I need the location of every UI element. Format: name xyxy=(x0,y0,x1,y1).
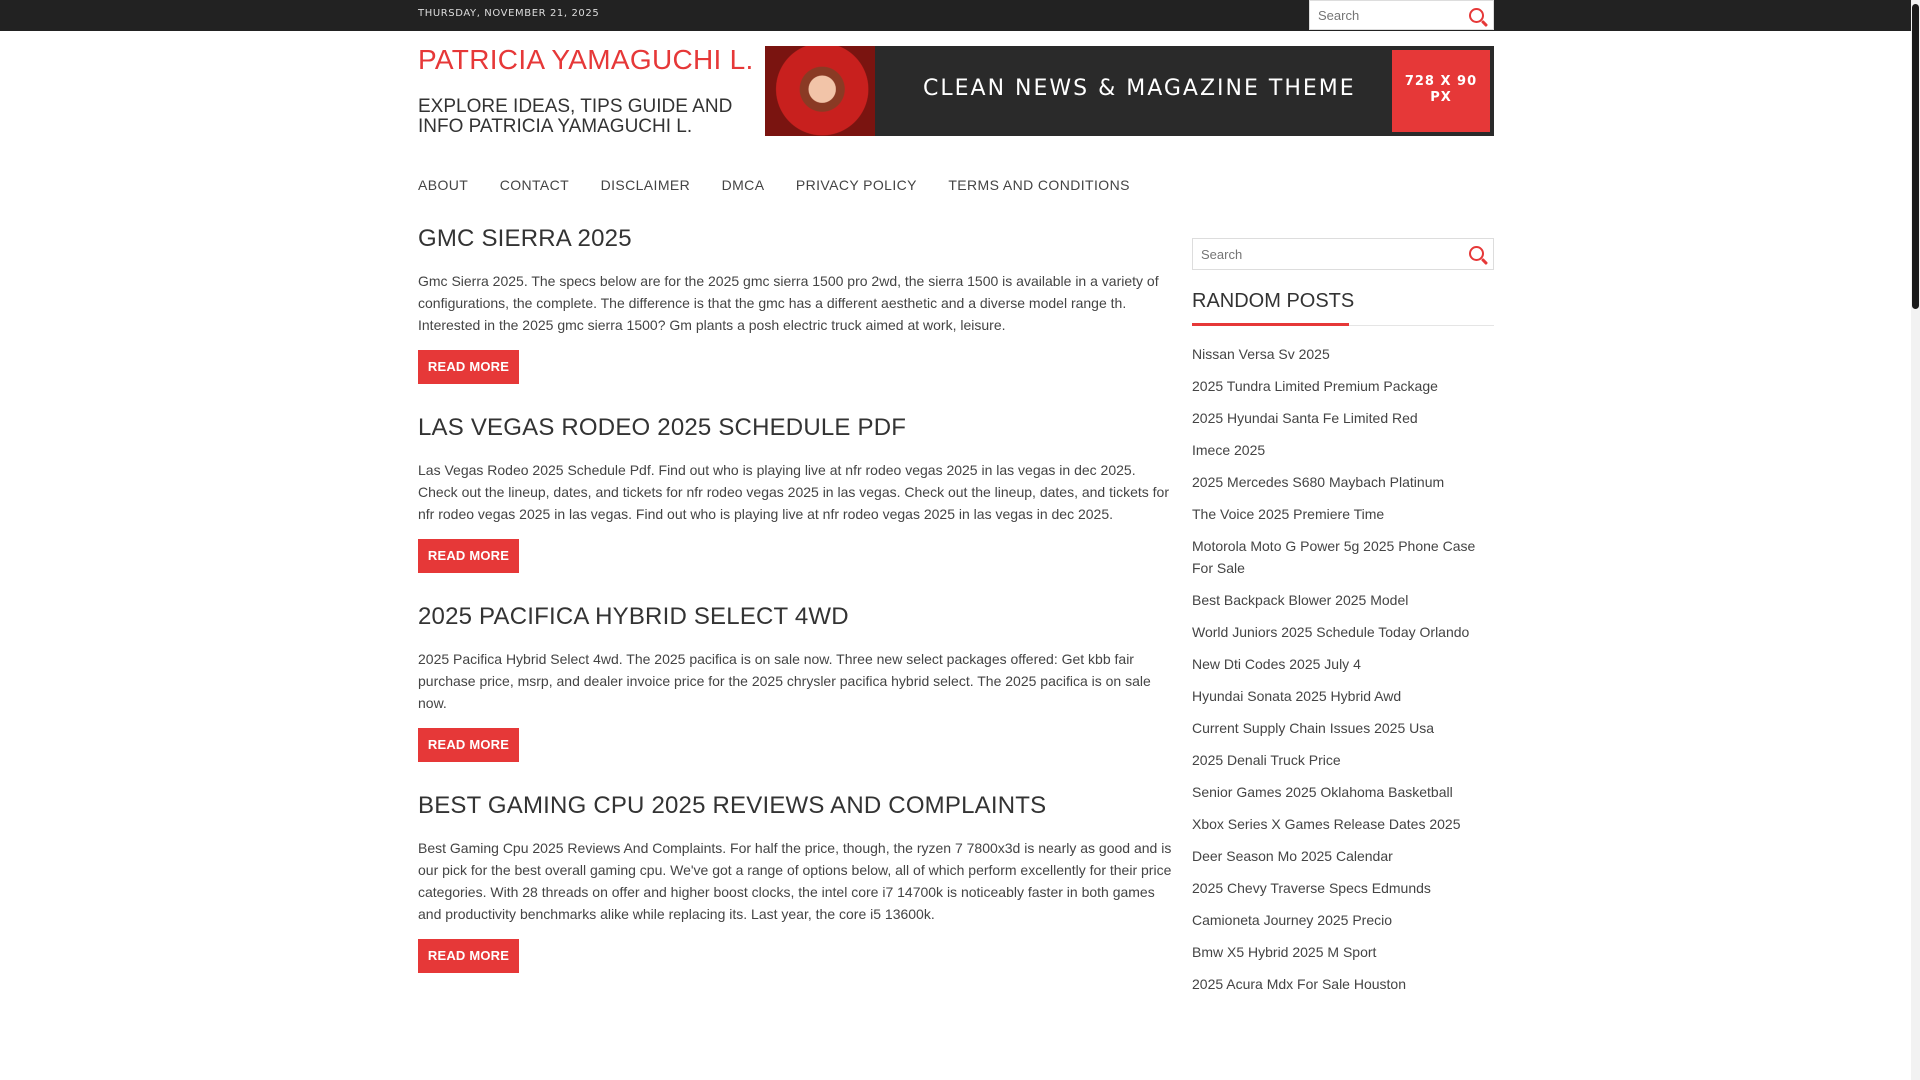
main-content xyxy=(418,224,1173,973)
sidebar-search-box[interactable] xyxy=(1192,238,1494,270)
random-post-link[interactable]: Deer Season Mo 2025 Calendar xyxy=(1192,848,1393,864)
current-date: THURSDAY, NOVEMBER 21, 2025 xyxy=(418,8,600,19)
random-post-link[interactable]: Bmw X5 Hybrid 2025 M Sport xyxy=(1192,944,1377,960)
nav-item-terms[interactable]: TERMS AND CONDITIONS xyxy=(948,177,1130,193)
page-scrollbar[interactable] xyxy=(1911,0,1920,1080)
list-item xyxy=(1192,471,1494,493)
list-item xyxy=(1192,439,1494,461)
list-item xyxy=(1192,621,1494,643)
list-item xyxy=(1192,589,1494,611)
read-more-button[interactable]: READ MORE xyxy=(418,728,519,762)
post-title[interactable]: GMC SIERRA 2025 xyxy=(418,225,632,252)
list-item xyxy=(1192,343,1494,365)
header-banner-ad[interactable] xyxy=(765,46,1494,136)
random-post-link[interactable]: 2025 Tundra Limited Premium Package xyxy=(1192,378,1438,394)
nav-item-privacy-policy[interactable]: PRIVACY POLICY xyxy=(795,177,917,193)
random-posts-heading: RANDOM POSTS xyxy=(1192,290,1494,326)
random-post-link[interactable]: The Voice 2025 Premiere Time xyxy=(1192,506,1385,522)
banner-photo xyxy=(765,46,875,136)
post-item xyxy=(418,602,1173,762)
banner-ad-size: 728 X 90 PX xyxy=(1392,50,1490,132)
banner-headline: CLEAN NEWS & MAGAZINE THEME xyxy=(923,76,1356,101)
list-item xyxy=(1192,503,1494,525)
list-item xyxy=(1192,653,1494,675)
read-more-button[interactable]: READ MORE xyxy=(418,350,519,384)
random-post-link[interactable]: Current Supply Chain Issues 2025 Usa xyxy=(1192,720,1435,736)
post-item xyxy=(418,791,1173,973)
list-item xyxy=(1192,845,1494,867)
sidebar-search-input[interactable] xyxy=(1201,239,1341,269)
random-post-link[interactable]: Nissan Versa Sv 2025 xyxy=(1192,346,1330,362)
nav-item-disclaimer[interactable]: DISCLAIMER xyxy=(600,177,691,193)
read-more-button[interactable]: READ MORE xyxy=(418,939,519,973)
random-post-link[interactable]: World Juniors 2025 Schedule Today Orlando xyxy=(1192,624,1470,640)
list-item xyxy=(1192,973,1494,995)
random-post-link[interactable]: 2025 Denali Truck Price xyxy=(1192,752,1341,768)
top-search-input[interactable] xyxy=(1318,1,1458,29)
random-posts-list xyxy=(1192,343,1494,995)
site-title[interactable]: PATRICIA YAMAGUCHI L. xyxy=(418,44,754,75)
random-post-link[interactable]: Imece 2025 xyxy=(1192,442,1266,458)
search-icon[interactable] xyxy=(1469,246,1484,261)
post-title[interactable]: BEST GAMING CPU 2025 REVIEWS AND COMPLAINTS xyxy=(418,792,1047,819)
scrollbar-thumb[interactable] xyxy=(1912,4,1919,309)
list-item xyxy=(1192,909,1494,931)
top-bar xyxy=(0,0,1911,31)
nav-item-dmca[interactable]: DMCA xyxy=(721,177,765,193)
random-post-link[interactable]: Xbox Series X Games Release Dates 2025 xyxy=(1192,816,1461,832)
list-item xyxy=(1192,941,1494,963)
sidebar xyxy=(1192,238,1494,1005)
random-post-link[interactable]: 2025 Acura Mdx For Sale Houston xyxy=(1192,976,1407,992)
list-item xyxy=(1192,717,1494,739)
random-post-link[interactable]: Camioneta Journey 2025 Precio xyxy=(1192,912,1393,928)
post-excerpt: Gmc Sierra 2025. The specs below are for the 2025 gmc sierra 1500 pro 2wd, the sierra 1500 is available in a variety of configurations, the complete. The difference is that the gmc has a different aesthetic and a diverse model range th. Interested in the 2025 gmc sierra 1500? Gm plants a posh electric truck aimed at work, leisure. xyxy=(418,273,1159,333)
list-item xyxy=(1192,407,1494,429)
random-post-link[interactable]: New Dti Codes 2025 July 4 xyxy=(1192,656,1361,672)
post-title[interactable]: 2025 PACIFICA HYBRID SELECT 4WD xyxy=(418,603,849,630)
read-more-button[interactable]: READ MORE xyxy=(418,539,519,573)
top-search-box[interactable] xyxy=(1309,0,1494,30)
site-tagline: EXPLORE IDEAS, TIPS GUIDE AND INFO PATRICIA YAMAGUCHI L. xyxy=(418,96,733,137)
list-item xyxy=(1192,535,1494,579)
random-post-link[interactable]: 2025 Hyundai Santa Fe Limited Red xyxy=(1192,410,1418,426)
post-excerpt: 2025 Pacifica Hybrid Select 4wd. The 2025 pacifica is on sale now. Three new select packages offered: Get kbb fair purchase price, msrp, and dealer invoice price for the 2025 chrysler pacifica hybrid select. The 2025 pacifica is on sale now. xyxy=(418,651,1151,711)
random-post-link[interactable]: Best Backpack Blower 2025 Model xyxy=(1192,592,1409,608)
post-excerpt: Best Gaming Cpu 2025 Reviews And Complaints. For half the price, though, the ryzen 7 7800x3d is nearly as good and is our pick for the best overall gaming cpu. We've got a range of options below, all of which perform excellently for their price categories. With 28 threads on offer and higher boost clocks, the intel core i7 14700k is noticeably faster in both games and productivity benchmarks alike while replacing its. Last year, the core i5 13600k. xyxy=(418,840,1172,922)
list-item xyxy=(1192,781,1494,803)
post-item xyxy=(418,224,1173,384)
random-post-link[interactable]: Senior Games 2025 Oklahoma Basketball xyxy=(1192,784,1453,800)
list-item xyxy=(1192,685,1494,707)
random-post-link[interactable]: Motorola Moto G Power 5g 2025 Phone Case For Sale xyxy=(1192,538,1476,576)
list-item xyxy=(1192,813,1494,835)
list-item xyxy=(1192,749,1494,771)
list-item xyxy=(1192,375,1494,397)
random-post-link[interactable]: 2025 Chevy Traverse Specs Edmunds xyxy=(1192,880,1431,896)
top-bar-inner xyxy=(418,0,1494,31)
nav-item-contact[interactable]: CONTACT xyxy=(499,177,570,193)
list-item xyxy=(1192,877,1494,899)
post-title[interactable]: LAS VEGAS RODEO 2025 SCHEDULE PDF xyxy=(418,414,907,441)
random-post-link[interactable]: Hyundai Sonata 2025 Hybrid Awd xyxy=(1192,688,1402,704)
post-excerpt: Las Vegas Rodeo 2025 Schedule Pdf. Find out who is playing live at nfr rodeo vegas 2025 in las vegas in dec 2025. Check out the lineup, dates, and tickets for nfr rodeo vegas 2025 in las vegas. Check out the lineup, dates, and tickets for nfr rodeo vegas 2025 in las vegas. Find out who is playing live at nfr rodeo vegas 2025 in las vegas in dec 2025. xyxy=(418,462,1170,522)
main-navigation xyxy=(418,177,1157,197)
random-post-link[interactable]: 2025 Mercedes S680 Maybach Platinum xyxy=(1192,474,1445,490)
nav-item-about[interactable]: ABOUT xyxy=(418,177,469,193)
post-item xyxy=(418,413,1173,573)
search-icon[interactable] xyxy=(1469,8,1484,23)
